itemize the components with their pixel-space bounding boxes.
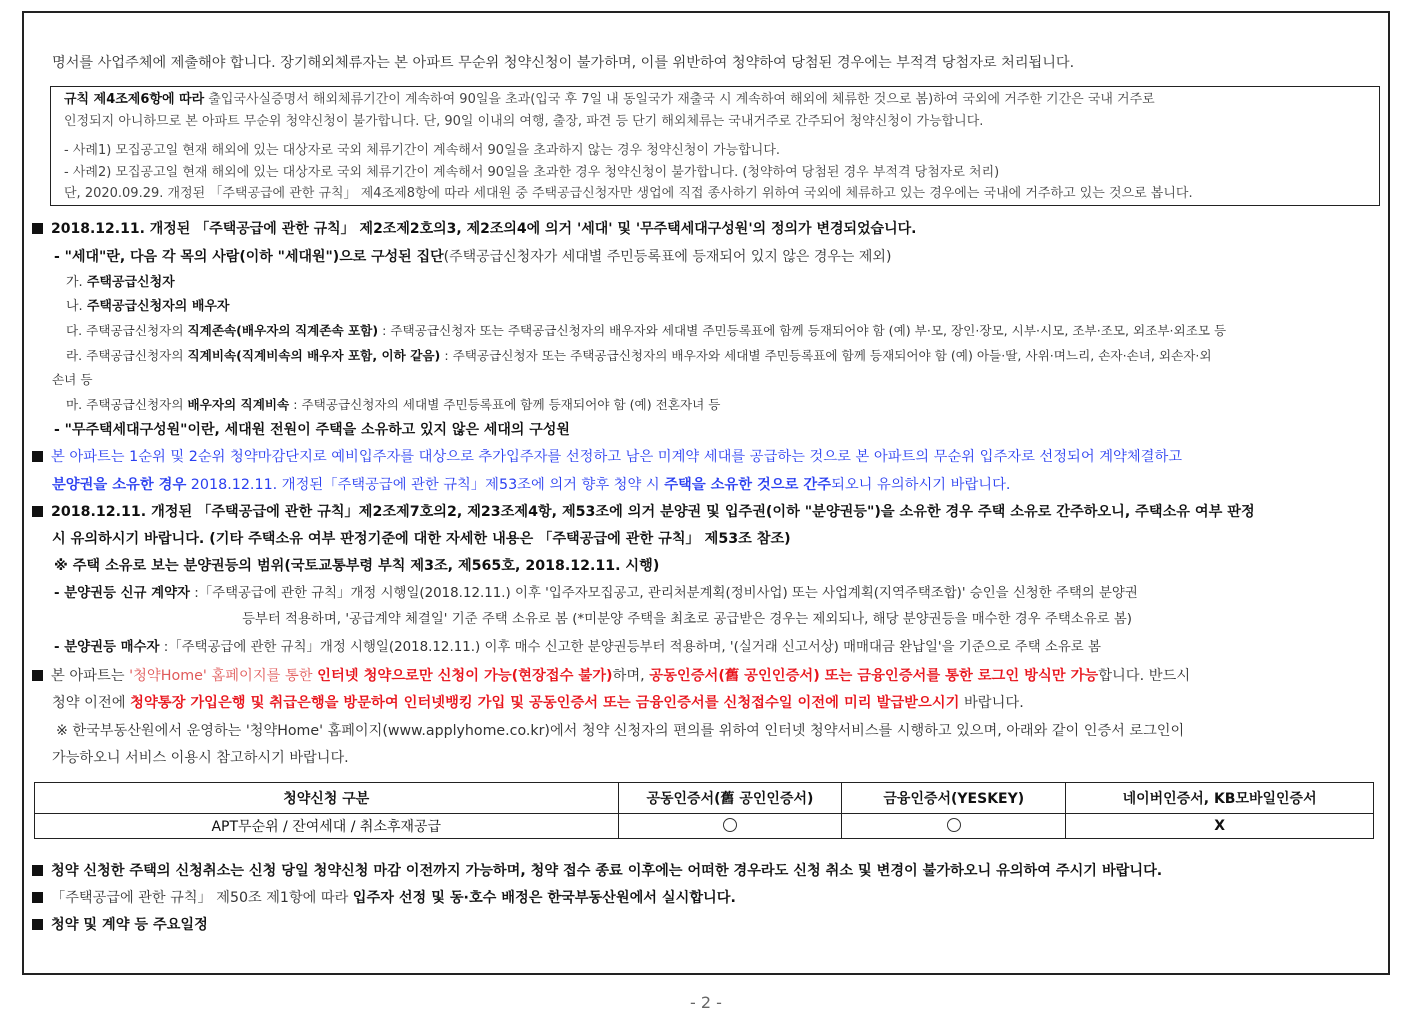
presale-new-rest: :「주택공급에 관한 규칙」개정 시행일(2018.12.11.) 이후 '입주자모집공고, 관리처분계획(정비사업) 또는 사업계획(지역주택조합)' 승인을 신청한 주택의 분양권 — [189, 586, 1138, 601]
table-cell-financial-cert — [842, 814, 1066, 839]
circle-check-icon — [947, 818, 961, 832]
item-ra-prefix: 라. 주택공급신청자의 — [66, 348, 188, 363]
presale-new-contract-cont: 등부터 적용하며, '공급계약 체결일' 기준 주택 소유로 봄 (*미분양 주택을 최초로 공급받은 경우는 제외되나, 해당 분양권등을 매수한 경우 주택소유로 봄) — [242, 612, 1133, 627]
table-header-cell: 네이버인증서, KB모바일인증서 — [1066, 783, 1374, 814]
online-red-2: 공동인증서(舊 공인인증서) 또는 금융인증서를 통한 로그인 방식만 가능 — [649, 668, 1099, 684]
online-l2-end: 바랍니다. — [959, 695, 1024, 711]
table-header-cell: 공동인증서(舊 공인인증서) — [618, 783, 842, 814]
section-household-head: 2018.12.11. 개정된 「주택공급에 관한 규칙」 제2조제2호의3, 제2조의4에 의거 '세대' 및 '무주택세대구성원'의 정의가 변경되었습니다. — [51, 221, 917, 237]
bullet-square-icon — [32, 223, 43, 234]
item-da-prefix: 다. 주택공급신청자의 — [66, 323, 188, 338]
bullet-square-icon — [32, 892, 43, 903]
section-presale-line-2: 시 유의하시기 바랍니다. (기타 주택소유 여부 판정기준에 대한 자세한 내용은 「주택공급에 관한 규칙」 제53조 참조) — [52, 531, 791, 547]
item-da-rest: : 주택공급신청자 또는 주택공급신청자의 배우자와 세대별 주민등록표에 함께 등재되어야 함 (예) 부·모, 장인·장모, 시부·시모, 조부·조모, 외조부·외조모 등 — [378, 323, 1227, 338]
table-row — [35, 814, 1374, 839]
section-online-line-2 — [52, 694, 1024, 712]
nonowner-def: - "무주택세대구성원"이란, 세대원 전원이 주택을 소유하고 있지 않은 세대의 구성원 — [54, 422, 570, 438]
bullet-square-icon — [32, 670, 43, 681]
item-na — [66, 298, 230, 316]
household-def-rest: (주택공급신청자가 세대별 주민등록표에 등재되어 있지 않은 경우는 제외) — [443, 249, 892, 265]
selection-pre: 「주택공급에 관한 규칙」 제50조 제1항에 따라 — [51, 890, 353, 906]
bullet-square-icon — [32, 506, 43, 517]
section-unsold-line-2 — [52, 476, 1010, 494]
table-header-row — [35, 783, 1374, 814]
box-line-1 — [64, 91, 1155, 108]
item-ma — [66, 396, 720, 414]
unsold-bold-1: 분양권을 소유한 경우 — [52, 477, 187, 493]
online-mid: 하며, — [612, 668, 650, 684]
circle-check-icon — [723, 818, 737, 832]
presale-buyer — [54, 639, 1101, 657]
presale-buyer-bold: - 분양권등 매수자 — [54, 640, 160, 655]
section-presale-line-1 — [32, 503, 1255, 521]
item-ga-prefix: 가. — [66, 275, 87, 290]
presale-new-bold: - 분양권등 신규 계약자 — [54, 586, 190, 601]
box-line-2: 인정되지 아니하므로 본 아파트 무순위 청약신청이 불가합니다. 단, 90일 이내의 여행, 출장, 파견 등 단기 해외체류는 국내거주로 간주되어 청약신청이 가능합니다. — [64, 114, 984, 129]
intro-line: 명서를 사업주체에 제출해야 합니다. 장기해외체류자는 본 아파트 무순위 청약신청이 불가하며, 이를 위반하여 청약하여 당첨된 경우에는 부적격 당첨자로 처리됩니다. — [52, 55, 1075, 71]
online-l2-red: 청약통장 가입은행 및 취급은행을 방문하여 인터넷뱅킹 가입 및 공동인증서 또는 금융인증서를 신청접수일 이전에 미리 발급받으시기 — [130, 695, 960, 711]
box-case-2: - 사례2) 모집공고일 현재 해외에 있는 대상자로 국외 체류기간이 계속해서 90일을 초과한 경우 청약신청이 불가합니다. (청약하여 당첨된 경우 부적격 당첨자로 처리) — [64, 165, 1000, 180]
online-red-1: 인터넷 청약으로만 신청이 가능(현장접수 불가) — [317, 668, 613, 684]
bullet-square-icon — [32, 451, 43, 462]
box-rule-ref: 규칙 제4조제6항에 따라 — [64, 92, 205, 107]
section-online-line-1 — [32, 667, 1190, 685]
item-ra — [66, 347, 1212, 365]
item-da — [66, 322, 1226, 340]
applyhome-note-1: ※ 한국부동산원에서 운영하는 '청약Home' 홈페이지(www.applyhome.co.kr)에서 청약 신청자의 편의를 위하여 인터넷 청약서비스를 시행하고 있으며, 아래와 같이 인증서 로그인이 — [56, 723, 1185, 739]
item-na-prefix: 나. — [66, 299, 87, 314]
online-pre: 본 아파트는 — [51, 668, 130, 684]
certificate-table — [34, 782, 1374, 839]
bullet-square-icon — [32, 919, 43, 930]
applyhome-note-2: 가능하오니 서비스 이용시 참고하시기 바랍니다. — [52, 750, 349, 766]
presale-new-contract — [54, 585, 1138, 603]
page-number: - 2 - — [690, 993, 722, 1012]
item-ma-rest: : 주택공급신청자의 세대별 주민등록표에 함께 등재되어야 함 (예) 전혼자녀 등 — [289, 397, 721, 412]
item-ra-cont: 손녀 등 — [52, 372, 93, 387]
item-ra-bold: 직계비속(직계비속의 배우자 포함, 이하 같음) — [187, 348, 441, 363]
section-presale-text-1: 2018.12.11. 개정된 「주택공급에 관한 규칙」제2조제7호의2, 제23조제4항, 제53조에 의거 분양권 및 입주권(이하 "분양권등")을 소유한 경우 주택 소유로 간주하오니, 주택소유 여부 판정 — [51, 504, 1255, 520]
selection-bold: 입주자 선정 및 동·호수 배정은 한국부동산원에서 실시합니다. — [352, 890, 736, 906]
section-cancel-text: 청약 신청한 주택의 신청취소는 신청 당일 청약신청 마감 이전까지 가능하며, 청약 접수 종료 이후에는 어떠한 경우라도 신청 취소 및 변경이 불가하오니 유의하여 주시기 바랍니다. — [51, 863, 1163, 879]
table-header-cell: 금융인증서(YESKEY) — [842, 783, 1066, 814]
online-l2-pre: 청약 이전에 — [52, 695, 131, 711]
online-end: 합니다. 반드시 — [1098, 668, 1191, 684]
table-cell-naver-cert: X — [1066, 814, 1374, 839]
online-applyhome: '청약Home' 홈페이지를 통한 — [129, 668, 313, 684]
item-da-bold: 직계존속(배우자의 직계존속 포함) — [187, 323, 379, 338]
section-selection — [32, 889, 736, 907]
presale-buyer-rest: :「주택공급에 관한 규칙」개정 시행일(2018.12.11.) 이후 매수 신고한 분양권등부터 적용하며, '(실거래 신고서상) 매매대금 완납일'을 기준으로 주택 소유로 봄 — [159, 640, 1101, 655]
section-unsold-text-1: 본 아파트는 1순위 및 2순위 청약마감단지로 예비입주자를 대상으로 추가입주자를 선정하고 남은 미계약 세대를 공급하는 것으로 본 아파트의 무순위 입주자로 선정되어 계약체결하고 — [51, 449, 1183, 465]
item-ma-bold: 배우자의 직계비속 — [187, 397, 290, 412]
section-household-def — [32, 220, 916, 238]
unsold-mid: 2018.12.11. 개정된「주택공급에 관한 규칙」제53조에 의거 향후 청약 시 — [186, 477, 665, 493]
table-header-cell: 청약신청 구분 — [35, 783, 619, 814]
section-schedule — [32, 916, 208, 934]
bullet-square-icon — [32, 865, 43, 876]
item-ra-rest: : 주택공급신청자 또는 주택공급신청자의 배우자와 세대별 주민등록표에 함께 등재되어야 함 (예) 아들·딸, 사위·며느리, 손자·손녀, 외손자·외 — [440, 348, 1212, 363]
table-row-label: APT무순위 / 잔여세대 / 취소후재공급 — [35, 814, 619, 839]
item-na-bold: 주택공급신청자의 배우자 — [86, 299, 230, 314]
section-unsold-line-1 — [32, 448, 1182, 466]
item-ma-prefix: 마. 주택공급신청자의 — [66, 397, 188, 412]
table-cell-joint-cert — [618, 814, 842, 839]
household-def — [54, 248, 891, 266]
section-schedule-text: 청약 및 계약 등 주요일정 — [51, 917, 208, 933]
item-ga — [66, 274, 175, 292]
household-def-bold: - "세대"란, 다음 각 목의 사람(이하 "세대원")으로 구성된 집단 — [54, 249, 444, 265]
presale-scope-note: ※ 주택 소유로 보는 분양권등의 범위(국토교통부령 부칙 제3조, 제565호, 2018.12.11. 시행) — [54, 558, 660, 574]
box-line-1-text: 출입국사실증명서 해외체류기간이 계속하여 90일을 초과(입국 후 7일 내 동일국가 재출국 시 계속하여 해외에 체류한 것으로 봄)하여 국외에 거주한 기간은 국내 거주로 — [204, 92, 1155, 107]
box-case-1: - 사례1) 모집공고일 현재 해외에 있는 대상자로 국외 체류기간이 계속해서 90일을 초과하지 않는 경우 청약신청이 가능합니다. — [64, 143, 781, 158]
box-line-5: 단, 2020.09.29. 개정된 「주택공급에 관한 규칙」 제4조제8항에 따라 세대원 중 주택공급신청자만 생업에 직접 종사하기 위하여 국외에 체류하고 있는 경우에는 국내에 거주하고 있는 것으로 봅니다. — [64, 186, 1193, 201]
unsold-end: 되오니 유의하시기 바랍니다. — [831, 477, 1011, 493]
unsold-bold-2: 주택을 소유한 것으로 간주 — [664, 477, 832, 493]
section-cancel — [32, 862, 1162, 880]
item-ga-bold: 주택공급신청자 — [86, 275, 175, 290]
